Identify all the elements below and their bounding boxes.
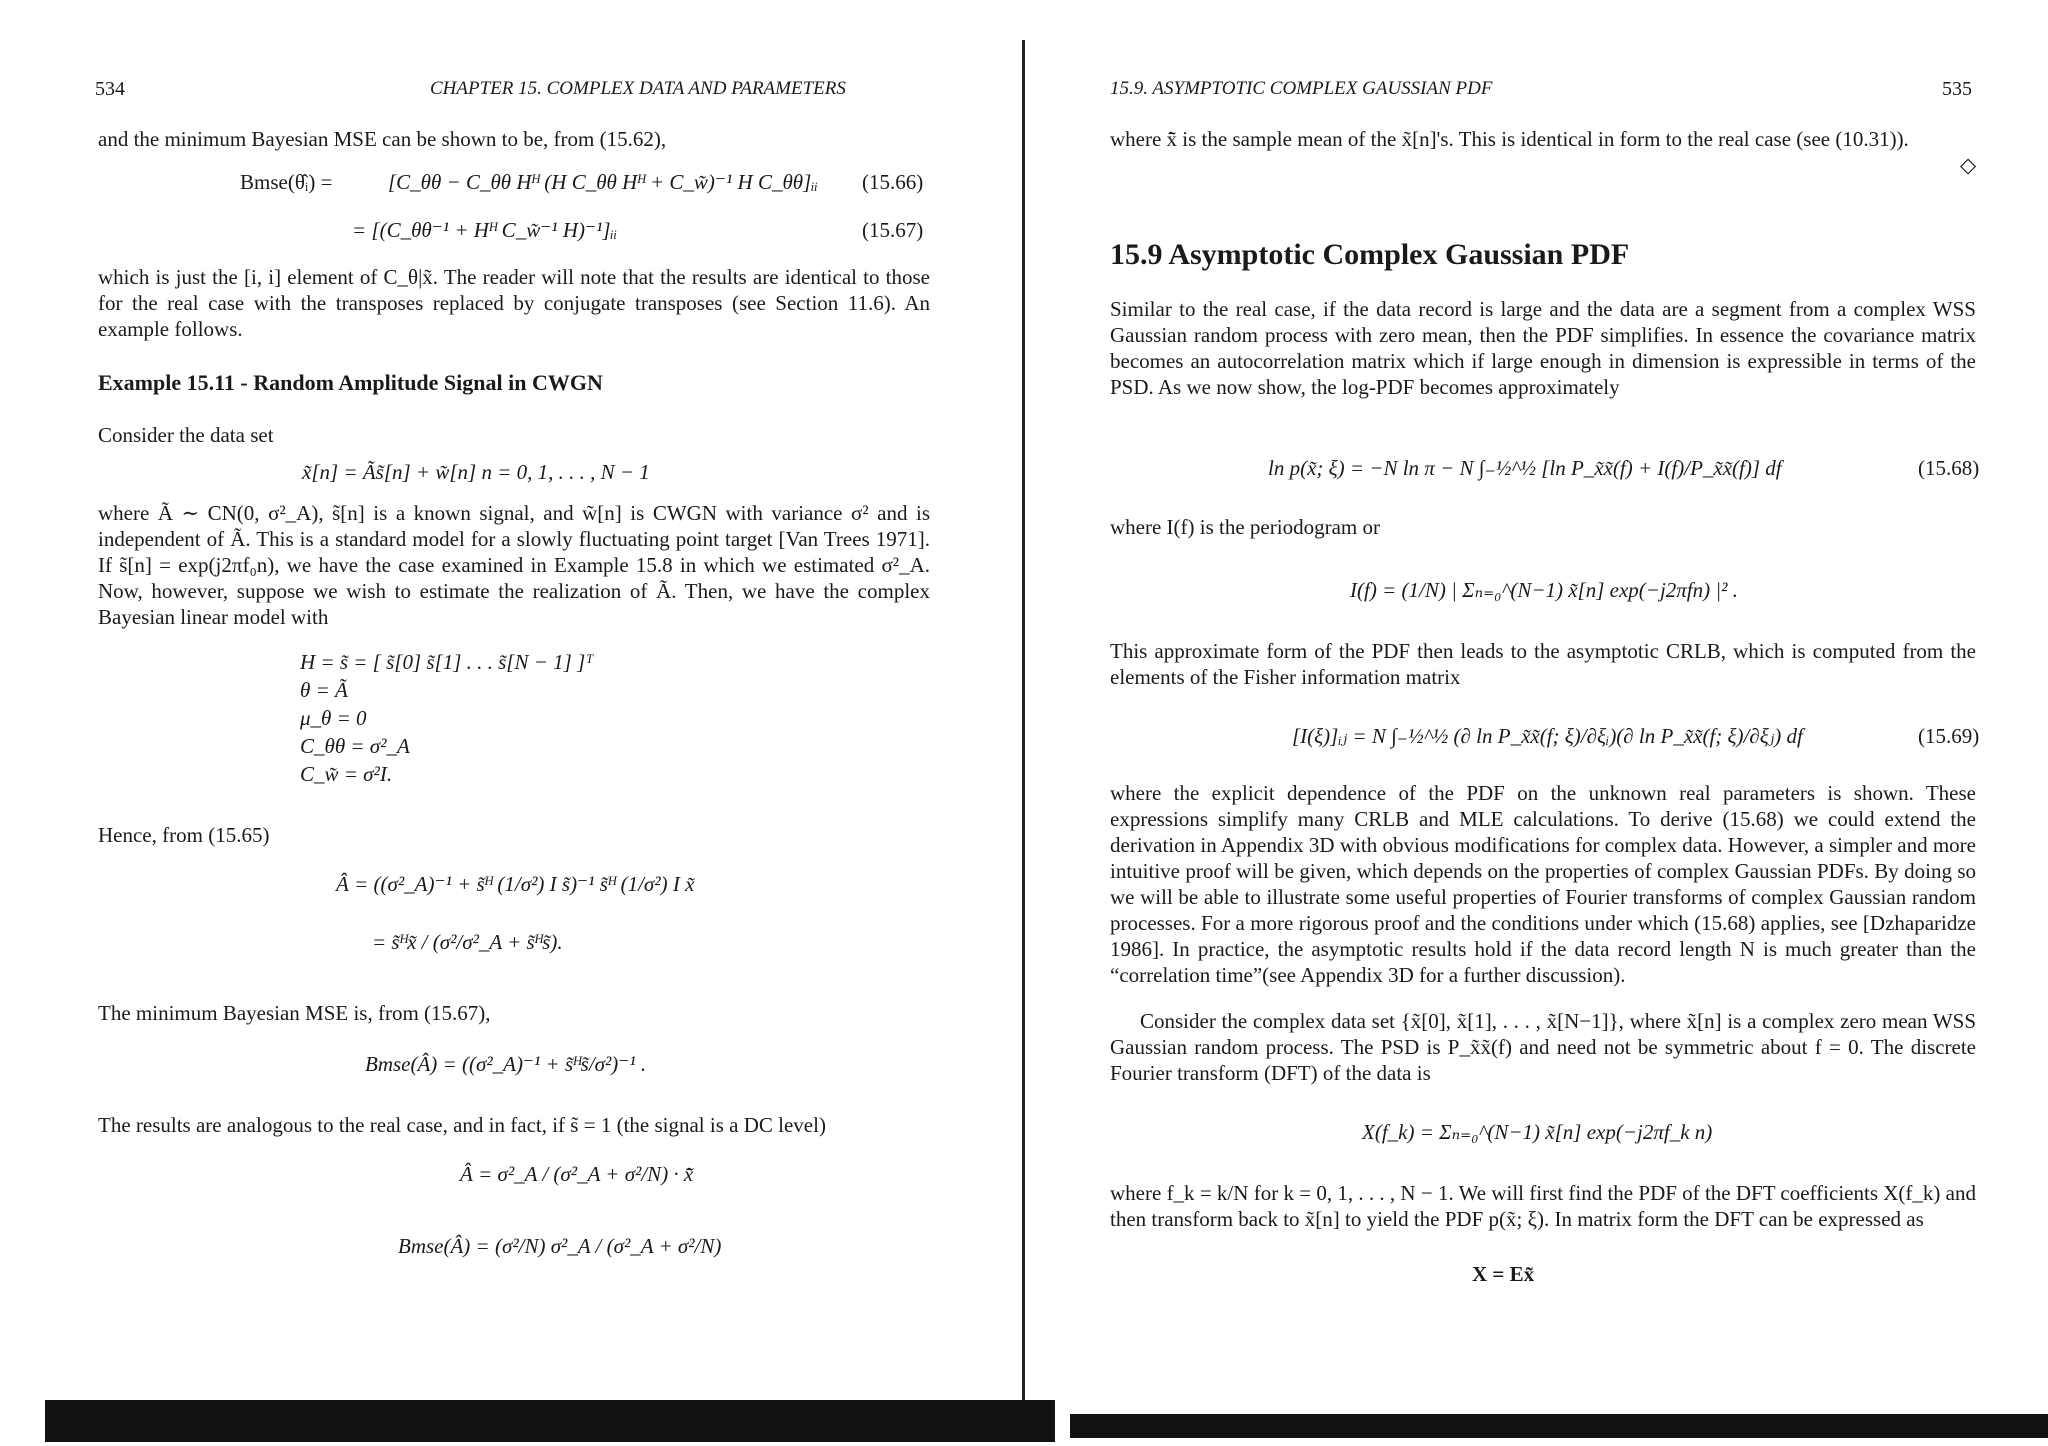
- estimator-line-2: = s̃ᴴx̃ / (σ²/σ²_A + s̃ᴴs̃).: [372, 930, 563, 954]
- right-page: [1030, 0, 2048, 1446]
- paragraph-derivation: where the explicit dependence of the PDF on the unknown real parameters is shown. These expressions simplify many CRLB and MLE calculations. To derive (15.68) we could extend the derivation in Appendix 3D with obvious modifications for complex data. However, a simpler and more intuitive proof will be given, which depends on the properties of complex Gaussian PDFs. By doing so we will be able to illustrate some useful properties of Fourier transforms of complex Gaussian random processes. For a more rigorous proof and the conditions under which (15.68) applies, see [Dzhaparidze 1986]. In practice, the asymptotic results hold if the data record length N is much greater than the “correlation time”(see Appendix 3D for a further discussion).: [1110, 781, 1976, 987]
- paragraph-results-identical: which is just the [i, i] element of C_θ|x̃. The reader will note that the results are identical to those for the real case with the transposes replaced by conjugate transposes (see Section 11.6). An example follows.: [98, 265, 930, 341]
- eq-15-69-number: (15.69): [1918, 724, 1980, 748]
- analogous-text: The results are analogous to the real case, and in fact, if s̃ = 1 (the signal is a DC level): [98, 1113, 826, 1137]
- left-page-number: 534: [95, 78, 125, 100]
- paragraph-asymptotic-intro: Similar to the real case, if the data record is large and the data are a segment from a complex WSS Gaussian random process with zero mean, then the PDF simplifies. In essence the covariance matrix becomes an autocorrelation matrix which if large enough in dimension is expressible in terms of the PSD. As we now show, the log-PDF becomes approximately: [1110, 297, 1976, 399]
- estimator-line-1: Â = ((σ²_A)⁻¹ + s̃ᴴ (1/σ²) I s̃)⁻¹ s̃ᴴ (1/σ²) I x̃: [336, 872, 695, 896]
- dc-bmse: Bmse(Â) = (σ²/N) σ²_A / (σ²_A + σ²/N): [398, 1234, 722, 1258]
- paragraph-sample-mean: where x̄̃ is the sample mean of the x̃[n]'s. This is identical in form to the real case (see (10.31)).: [1110, 127, 1909, 151]
- page-gutter: [1022, 40, 1025, 1430]
- eq-15-68: ln p(x̃; ξ) = −N ln π − N ∫₋½^½ [ln P_x̃x̃(f) + I(f)/P_x̃x̃(f)] df: [1268, 456, 1782, 480]
- left-running-head: CHAPTER 15. COMPLEX DATA AND PARAMETERS: [430, 78, 846, 99]
- eq-15-69: [I(ξ)]ᵢⱼ = N ∫₋½^½ (∂ ln P_x̃x̃(f; ξ)/∂ξᵢ)(∂ ln P_x̃x̃(f; ξ)/∂ξⱼ) df: [1292, 724, 1803, 748]
- paragraph-crlb: This approximate form of the PDF then leads to the asymptotic CRLB, which is computed from the elements of the Fisher information matrix: [1110, 639, 1976, 689]
- model-line-h: H = s̃ = [ s̃[0] s̃[1] . . . s̃[N − 1] ]ᵀ: [300, 650, 594, 674]
- paragraph-dft-coefficients: where f_k = k/N for k = 0, 1, . . . , N − 1. We will first find the PDF of the DFT coefficients X(f_k) and then transform back to x̃[n] to yield the PDF p(x̃; ξ). In matrix form the DFT can be expressed as: [1110, 1181, 1976, 1231]
- intro-text: and the minimum Bayesian MSE can be shown to be, from (15.62),: [98, 127, 667, 151]
- min-mse-text: The minimum Bayesian MSE is, from (15.67),: [98, 1001, 491, 1025]
- scan-edge-left: [45, 1400, 1055, 1442]
- bmse-equation: Bmse(Â) = ((σ²_A)⁻¹ + s̃ᴴs̃/σ²)⁻¹ .: [365, 1052, 647, 1076]
- model-line-c-w: C_w̃ = σ²I.: [300, 762, 393, 786]
- data-model-equation: x̃[n] = Ãs̃[n] + w̃[n] n = 0, 1, . . . , N − 1: [302, 460, 650, 484]
- dft-equation: X(f_k) = Σₙ₌₀^(N−1) x̃[n] exp(−j2πf_k n): [1362, 1120, 1713, 1144]
- paragraph-model-description: where Ã ∼ CN(0, σ²_A), s̃[n] is a known signal, and w̃[n] is CWGN with variance σ² and is independent of Ã. This is a standard model for a slowly fluctuating point target [Van Trees 1971]. If s̃[n] = exp(j2πf₀n), we have the case examined in Example 15.8 in which we estimated σ²_A. Now, however, suppose we wish to estimate the realization of Ã. Then, we have the complex Bayesian linear model with: [98, 501, 930, 629]
- example-title: Example 15.11 - Random Amplitude Signal in CWGN: [98, 370, 603, 395]
- model-line-mu: μ_θ = 0: [300, 706, 367, 730]
- where-periodogram-text: where I(f) is the periodogram or: [1110, 515, 1380, 539]
- model-line-c-theta: C_θθ = σ²_A: [300, 734, 410, 758]
- left-page: [0, 0, 1020, 1446]
- periodogram-equation: I(f) = (1/N) | Σₙ₌₀^(N−1) x̃[n] exp(−j2πfn) |² .: [1350, 578, 1738, 602]
- end-of-example-mark: ◇: [1960, 153, 1977, 177]
- eq-15-68-number: (15.68): [1918, 456, 1980, 480]
- section-heading: 15.9 Asymptotic Complex Gaussian PDF: [1110, 238, 1630, 271]
- model-line-theta: θ = Ã: [300, 678, 348, 702]
- consider-text: Consider the data set: [98, 423, 274, 447]
- right-page-number: 535: [1942, 78, 1972, 100]
- eq-15-66-rhs: [C_θθ − C_θθ Hᴴ (H C_θθ Hᴴ + C_w̃)⁻¹ H C_θθ]ᵢᵢ: [388, 170, 818, 194]
- right-running-head: 15.9. ASYMPTOTIC COMPLEX GAUSSIAN PDF: [1110, 78, 1493, 99]
- eq-15-66-lhs: Bmse(θ̂ᵢ) =: [240, 170, 333, 194]
- hence-text: Hence, from (15.65): [98, 823, 270, 847]
- eq-15-67-number: (15.67): [862, 218, 924, 242]
- paragraph-dft-intro: Consider the complex data set {x̃[0], x̃[1], . . . , x̃[N−1]}, where x̃[n] is a complex zero mean WSS Gaussian random process. The PSD is P_x̃x̃(f) and need not be symmetric about f = 0. The discrete Fourier transform (DFT) of the data is: [1110, 1009, 1976, 1085]
- eq-15-67-rhs: = [(C_θθ⁻¹ + Hᴴ C_w̃⁻¹ H)⁻¹]ᵢᵢ: [352, 218, 618, 242]
- eq-15-66-number: (15.66): [862, 170, 924, 194]
- matrix-dft-equation: X = Ex̃: [1472, 1262, 1535, 1286]
- dc-estimator: Â = σ²_A / (σ²_A + σ²/N) · x̄̃: [460, 1162, 694, 1186]
